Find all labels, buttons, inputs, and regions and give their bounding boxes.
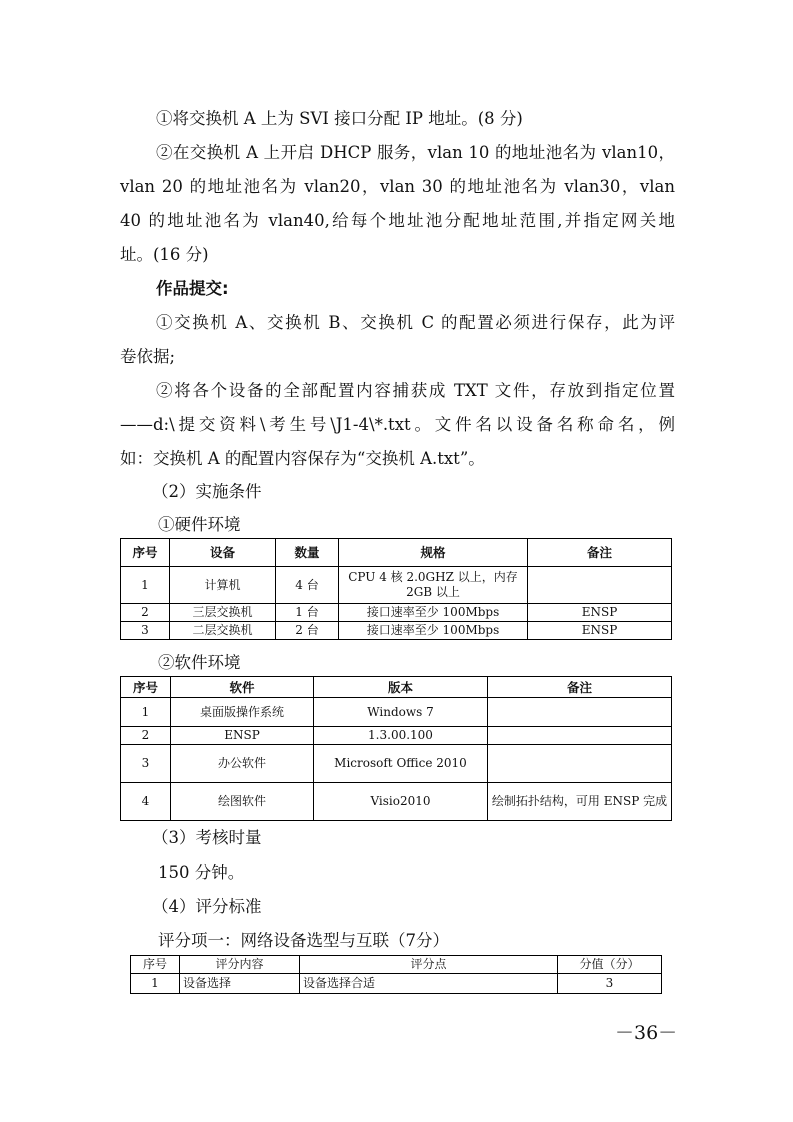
table-cell: 接口速率至少 100Mbps [339, 622, 528, 640]
paragraph-dhcp-line-1: ②在交换机 A 上开启 DHCP 服务，vlan 10 的地址池名为 vlan10， [156, 143, 675, 162]
table-row [121, 622, 672, 640]
paragraph-svi: ①将交换机 A 上为 SVI 接口分配 IP 地址。(8 分) [156, 109, 523, 128]
table-row [121, 727, 672, 745]
table-cell [488, 745, 672, 783]
table-cell: Microsoft Office 2010 [314, 745, 488, 783]
table-cell: 二层交换机 [170, 622, 276, 640]
score-header-cell: 评分点 [300, 956, 558, 974]
paragraph-dhcp-line-2: vlan 20 的地址池名为 vlan20，vlan 30 的地址池名为 vlan30，vlan [120, 177, 675, 196]
paragraph-dhcp-line-3: 40 的地址池名为 vlan40,给每个地址池分配地址范围,并指定网关地 [120, 211, 675, 230]
table-cell: 绘制拓扑结构，可用 ENSP 完成 [488, 783, 672, 821]
table-cell: 1 台 [276, 604, 339, 622]
table-cell: 3 [121, 745, 171, 783]
score-header-cell: 分值（分） [558, 956, 662, 974]
table-cell: Windows 7 [314, 698, 488, 727]
section-2-title: （2）实施条件 [152, 482, 262, 501]
table-cell: 办公软件 [171, 745, 314, 783]
table-row [121, 567, 672, 604]
hardware-header-cell: 序号 [121, 539, 170, 567]
hardware-table [120, 538, 672, 640]
software-header-cell: 版本 [314, 677, 488, 698]
table-cell: 接口速率至少 100Mbps [339, 604, 528, 622]
table-cell: 4 台 [276, 567, 339, 604]
hardware-header-row [121, 539, 672, 567]
software-header-cell: 软件 [171, 677, 314, 698]
hardware-title: ①硬件环境 [158, 515, 241, 534]
hardware-header-cell: 规格 [339, 539, 528, 567]
paragraph-capture-line-1: ②将各个设备的全部配置内容捕获成 TXT 文件，存放到指定位置 [156, 381, 675, 400]
table-cell: 3 [558, 974, 662, 994]
table-row [121, 783, 672, 821]
table-cell: 绘图软件 [171, 783, 314, 821]
software-header-row [121, 677, 672, 698]
table-cell: ENSP [528, 604, 672, 622]
table-cell [488, 698, 672, 727]
table-row [121, 604, 672, 622]
score-item-title: 评分项一：网络设备选型与互联（7分） [158, 931, 449, 950]
hardware-header-cell: 备注 [528, 539, 672, 567]
table-cell: CPU 4 核 2.0GHZ 以上，内存 2GB 以上 [339, 567, 528, 604]
software-header-cell: 序号 [121, 677, 171, 698]
table-cell: ENSP [171, 727, 314, 745]
table-cell: 设备选择合适 [300, 974, 558, 994]
software-header-cell: 备注 [488, 677, 672, 698]
table-cell: 计算机 [170, 567, 276, 604]
table-cell: 1 [131, 974, 180, 994]
table-cell: 桌面版操作系统 [171, 698, 314, 727]
table-cell: Visio2010 [314, 783, 488, 821]
table-cell: 4 [121, 783, 171, 821]
hardware-header-cell: 设备 [170, 539, 276, 567]
table-cell: 三层交换机 [170, 604, 276, 622]
software-title: ②软件环境 [158, 653, 241, 672]
paragraph-capture-line-2: ——d:\提交资料\考生号\J1-4\*.txt。文件名以设备名称命名，例 [120, 415, 675, 434]
table-cell: 2 [121, 604, 170, 622]
score-header-cell: 序号 [131, 956, 180, 974]
score-table [130, 955, 662, 994]
score-header-row [131, 956, 662, 974]
table-cell: 1 [121, 698, 171, 727]
paragraph-capture-line-3: 如：交换机 A 的配置内容保存为“交换机 A.txt”。 [120, 449, 485, 468]
software-table [120, 676, 672, 821]
hardware-header-cell: 数量 [276, 539, 339, 567]
table-cell: 1 [121, 567, 170, 604]
section-3-title: （3）考核时量 [152, 828, 262, 847]
table-cell: ENSP [528, 622, 672, 640]
table-cell: 1.3.00.100 [314, 727, 488, 745]
table-row [121, 698, 672, 727]
section-4-title: （4）评分标准 [152, 897, 262, 916]
score-header-cell: 评分内容 [180, 956, 300, 974]
paragraph-save-line-1: ①交换机 A、交换机 B、交换机 C 的配置必须进行保存，此为评 [156, 313, 675, 332]
table-cell: 2 台 [276, 622, 339, 640]
table-cell: 设备选择 [180, 974, 300, 994]
table-cell [528, 567, 672, 604]
submit-heading: 作品提交: [156, 279, 229, 298]
table-cell: 2 [121, 727, 171, 745]
table-cell [488, 727, 672, 745]
paragraph-dhcp-line-4: 址。(16 分) [120, 245, 209, 264]
table-row [131, 974, 662, 994]
table-row [121, 745, 672, 783]
page-number: －36－ [615, 1022, 678, 1044]
exam-duration: 150 分钟。 [158, 863, 245, 882]
table-cell: 3 [121, 622, 170, 640]
paragraph-save-line-2: 卷依据; [120, 347, 176, 366]
